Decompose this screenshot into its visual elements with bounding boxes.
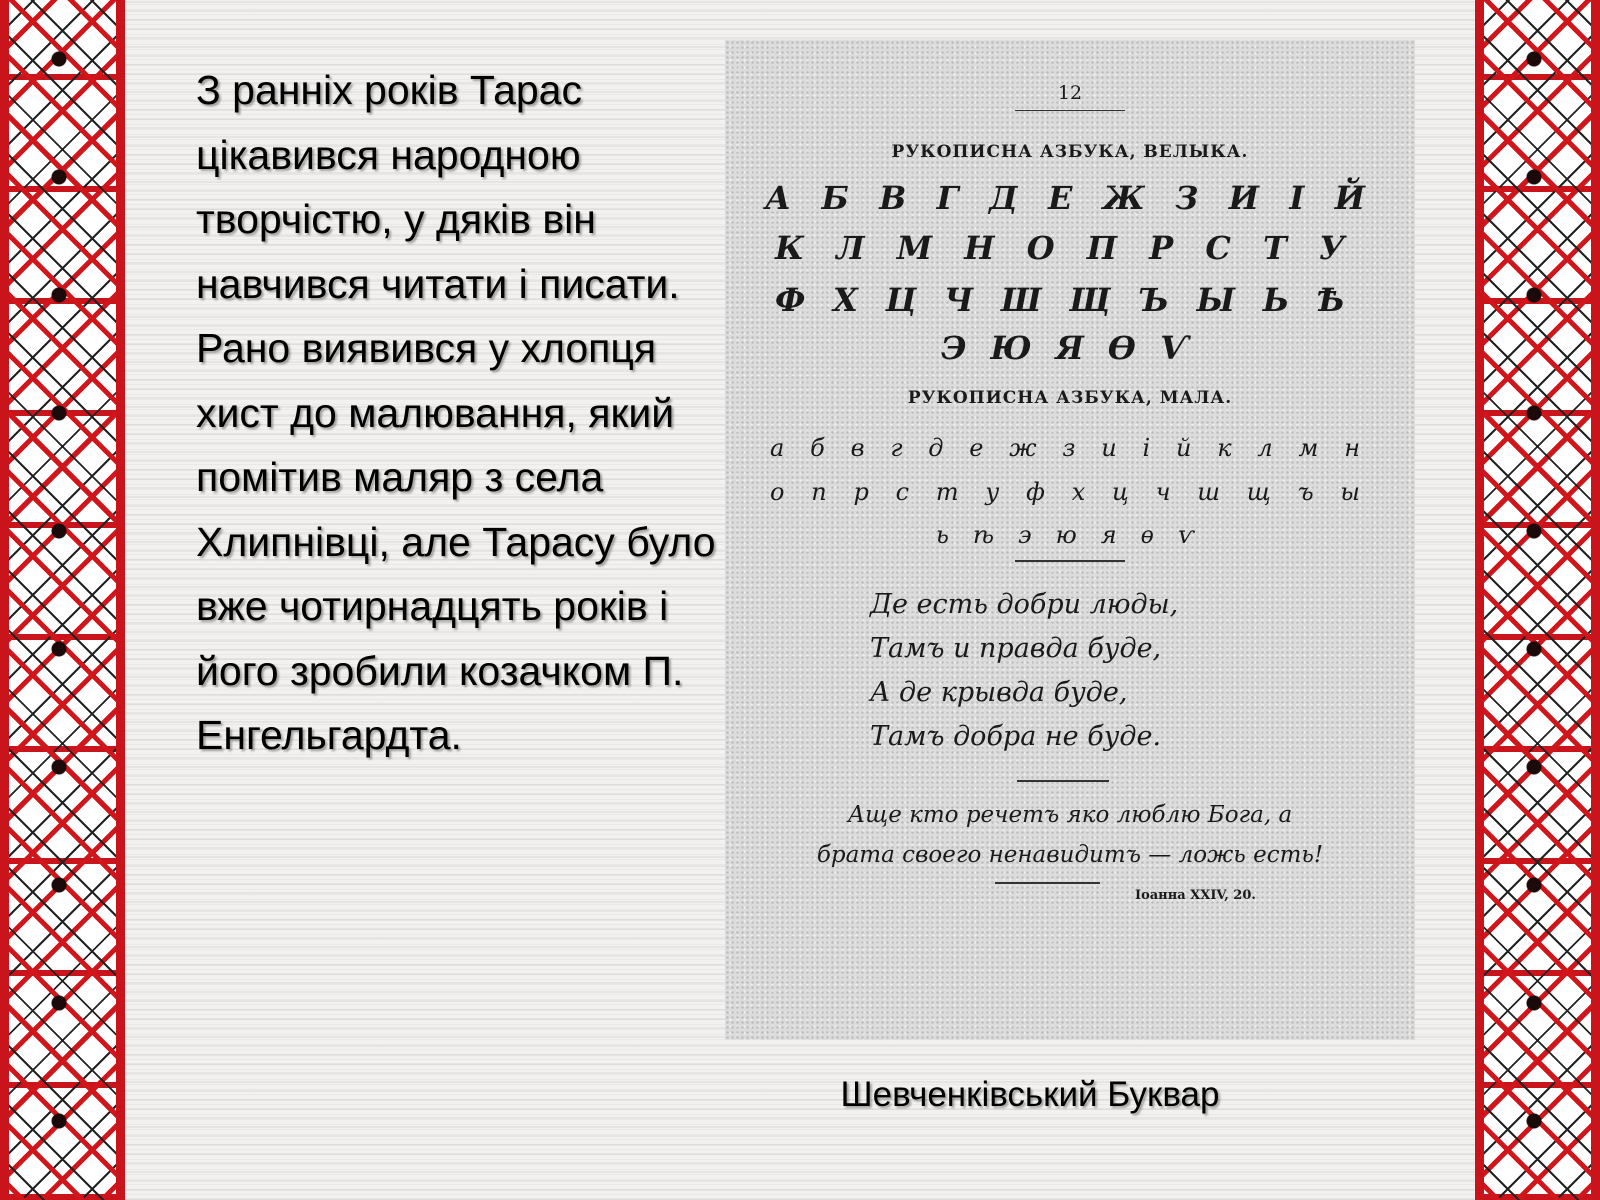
alphabet-letter: ф	[1026, 478, 1045, 506]
embroidery-border-right	[1475, 0, 1600, 1200]
alphabet-letter: Н	[964, 229, 995, 267]
alphabet-letter: с	[895, 478, 910, 506]
primer-page-image	[725, 40, 1415, 1040]
alphabet-letter: Ц	[885, 281, 917, 319]
alphabet-letter: д	[928, 434, 944, 462]
alphabet-letter: э	[1018, 521, 1032, 549]
alphabet-letter: А	[765, 179, 792, 217]
alphabet-letter: Щ	[1069, 281, 1111, 319]
embroidery-border-left	[0, 0, 125, 1200]
alphabet-letter: Ч	[944, 281, 974, 319]
alphabet-letter: щ	[1246, 478, 1271, 506]
alphabet-letter: Ъ	[1138, 281, 1169, 319]
alphabet-letter: ш	[1197, 478, 1221, 506]
alphabet-letter: в	[850, 434, 865, 462]
alphabet-letter: ц	[1112, 478, 1129, 506]
uppercase-row	[765, 328, 1365, 368]
alphabet-letter: Г	[936, 179, 959, 217]
alphabet-letter: З	[1175, 179, 1199, 217]
alphabet-letter: К	[775, 229, 805, 267]
uppercase-row	[775, 280, 1345, 320]
alphabet-letter: Р	[1149, 229, 1174, 267]
alphabet-letter: е	[969, 434, 984, 462]
divider	[1017, 780, 1109, 782]
page-number: 12	[1057, 82, 1083, 104]
alphabet-letter: Я	[1055, 329, 1084, 367]
alphabet-letter: П	[1086, 229, 1117, 267]
alphabet-letter: ы	[1340, 478, 1360, 506]
alphabet-letter: У	[1318, 229, 1345, 267]
alphabet-letter: л	[1257, 434, 1273, 462]
quote-line: брата своего ненавидитъ — ложь есть!	[816, 842, 1324, 868]
alphabet-letter: ѣ	[972, 521, 995, 549]
alphabet-letter: і	[1142, 434, 1151, 462]
uppercase-alphabet-heading: РУКОПИСНА АЗБУКА, ВЕЛЫКА.	[891, 142, 1249, 162]
alphabet-letter: Й	[1334, 179, 1365, 217]
alphabet-letter: м	[1298, 434, 1319, 462]
alphabet-letter: н	[1344, 434, 1360, 462]
alphabet-letter: к	[1217, 434, 1232, 462]
alphabet-letter: Б	[821, 179, 849, 217]
alphabet-letter: Ж	[1102, 179, 1145, 217]
quote-reference: Іоанна XXIV, 20.	[1135, 888, 1256, 903]
alphabet-letter: п	[811, 478, 827, 506]
alphabet-letter: р	[853, 478, 869, 506]
alphabet-letter: Л	[836, 229, 865, 267]
body-text: З ранніх років Тарас цікавився народною творчістю, у дяків він навчився читати і писати. Рано виявився у хлопця хист до малювання, який помітив маляр з села Хлипнівці, але Тарасу було вже чотирнадцять років і його зробили козачком П. Енгельгардта.	[196, 67, 716, 758]
image-caption: Шевченківський Буквар	[840, 1075, 1220, 1114]
uppercase-row	[775, 228, 1345, 268]
alphabet-letter: б	[810, 434, 825, 462]
lowercase-alphabet-heading: РУКОПИСНА АЗБУКА, МАЛА.	[907, 388, 1233, 408]
lowercase-row	[770, 428, 1360, 468]
alphabet-letter: И	[1228, 179, 1259, 217]
verse-line: Тамъ и правда буде,	[870, 633, 1162, 664]
alphabet-letter: Х	[833, 281, 858, 319]
alphabet-letter: Ф	[775, 281, 806, 319]
divider	[1015, 110, 1125, 111]
alphabet-letter: Т	[1262, 229, 1287, 267]
alphabet-letter: Ю	[990, 329, 1032, 367]
verse-line: Тамъ добра не буде.	[870, 721, 1162, 752]
alphabet-letter: Е	[1048, 179, 1073, 217]
alphabet-letter: а	[770, 434, 785, 462]
alphabet-letter: т	[935, 478, 959, 506]
alphabet-letter: Ѳ	[1107, 329, 1136, 367]
alphabet-letter: Ѣ	[1316, 281, 1345, 319]
alphabet-letter: ѳ	[1140, 521, 1154, 549]
alphabet-letter: В	[879, 179, 907, 217]
alphabet-letter: Э	[940, 329, 967, 367]
verse-line: Де есть добри люды,	[870, 589, 1179, 620]
alphabet-letter: ь	[935, 521, 949, 549]
alphabet-letter: у	[985, 478, 1000, 506]
alphabet-letter: г	[890, 434, 903, 462]
verse-line: А де крывда буде,	[870, 677, 1128, 708]
alphabet-letter: Д	[989, 179, 1018, 217]
uppercase-row	[765, 178, 1365, 218]
alphabet-letter: о	[770, 478, 785, 506]
divider	[1015, 560, 1125, 562]
alphabet-letter: ж	[1009, 434, 1037, 462]
alphabet-letter: я	[1100, 521, 1117, 549]
alphabet-letter: Ь	[1262, 281, 1290, 319]
alphabet-letter: х	[1071, 478, 1086, 506]
alphabet-letter: й	[1176, 434, 1192, 462]
alphabet-letter: Ш	[1001, 281, 1042, 319]
alphabet-letter: М	[896, 229, 933, 267]
alphabet-letter: ч	[1155, 478, 1171, 506]
alphabet-letter: и	[1101, 434, 1117, 462]
lowercase-row	[770, 472, 1360, 512]
alphabet-letter: Ѵ	[1159, 329, 1190, 367]
alphabet-letter: І	[1289, 179, 1305, 217]
alphabet-letter: С	[1205, 229, 1231, 267]
alphabet-letter: ю	[1055, 521, 1077, 549]
alphabet-letter: з	[1062, 434, 1076, 462]
alphabet-letter: О	[1026, 229, 1055, 267]
lowercase-row	[770, 515, 1360, 555]
alphabet-letter: ъ	[1297, 478, 1314, 506]
alphabet-letter: ѵ	[1177, 521, 1195, 549]
alphabet-letter: Ы	[1196, 281, 1236, 319]
quote-line: Аще кто речетъ яко люблю Бога, а	[847, 802, 1293, 828]
divider	[995, 882, 1100, 884]
